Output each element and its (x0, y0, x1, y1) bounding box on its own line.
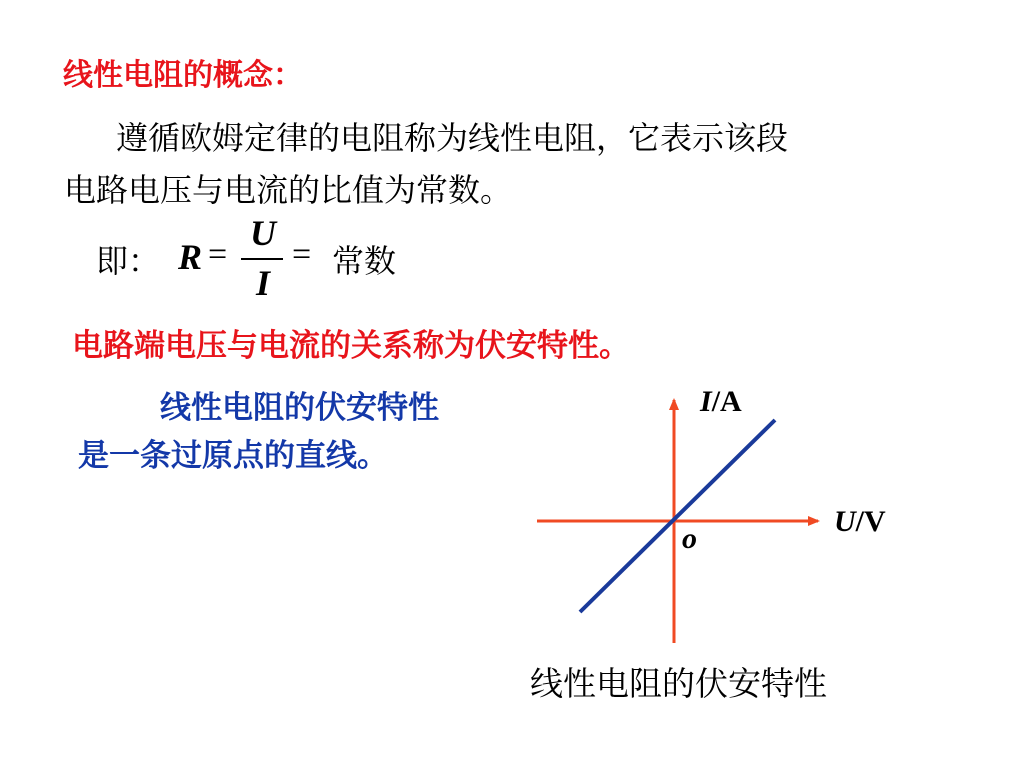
formula-constant: 常数 (332, 242, 397, 280)
iv-characteristic-line (580, 420, 775, 612)
definition-line-1: 遵循欧姆定律的电阻称为线性电阻，它表示该段 (116, 119, 789, 157)
formula-numerator: U (250, 213, 276, 253)
graph-caption: 线性电阻的伏安特性 (530, 664, 827, 703)
volt-ampere-heading: 电路端电压与电流的关系称为伏安特性。 (72, 328, 630, 364)
definition-line-2: 电路电压与电流的比值为常数。 (64, 171, 513, 209)
formula-equals-2: = (292, 236, 312, 273)
formula-equals-1: = (208, 236, 228, 273)
x-axis-label: U/V (834, 505, 886, 538)
description-line-2: 是一条过原点的直线。 (78, 438, 388, 474)
concept-heading: 线性电阻的概念： (63, 58, 303, 93)
formula-resistance-var: R (178, 237, 203, 277)
y-axis-label: I/A (700, 385, 742, 418)
formula-denominator: I (256, 263, 271, 303)
description-line-1: 线性电阻的伏安特性 (160, 390, 439, 426)
origin-label: o (682, 522, 697, 555)
formula-prefix: 即： (96, 242, 161, 280)
